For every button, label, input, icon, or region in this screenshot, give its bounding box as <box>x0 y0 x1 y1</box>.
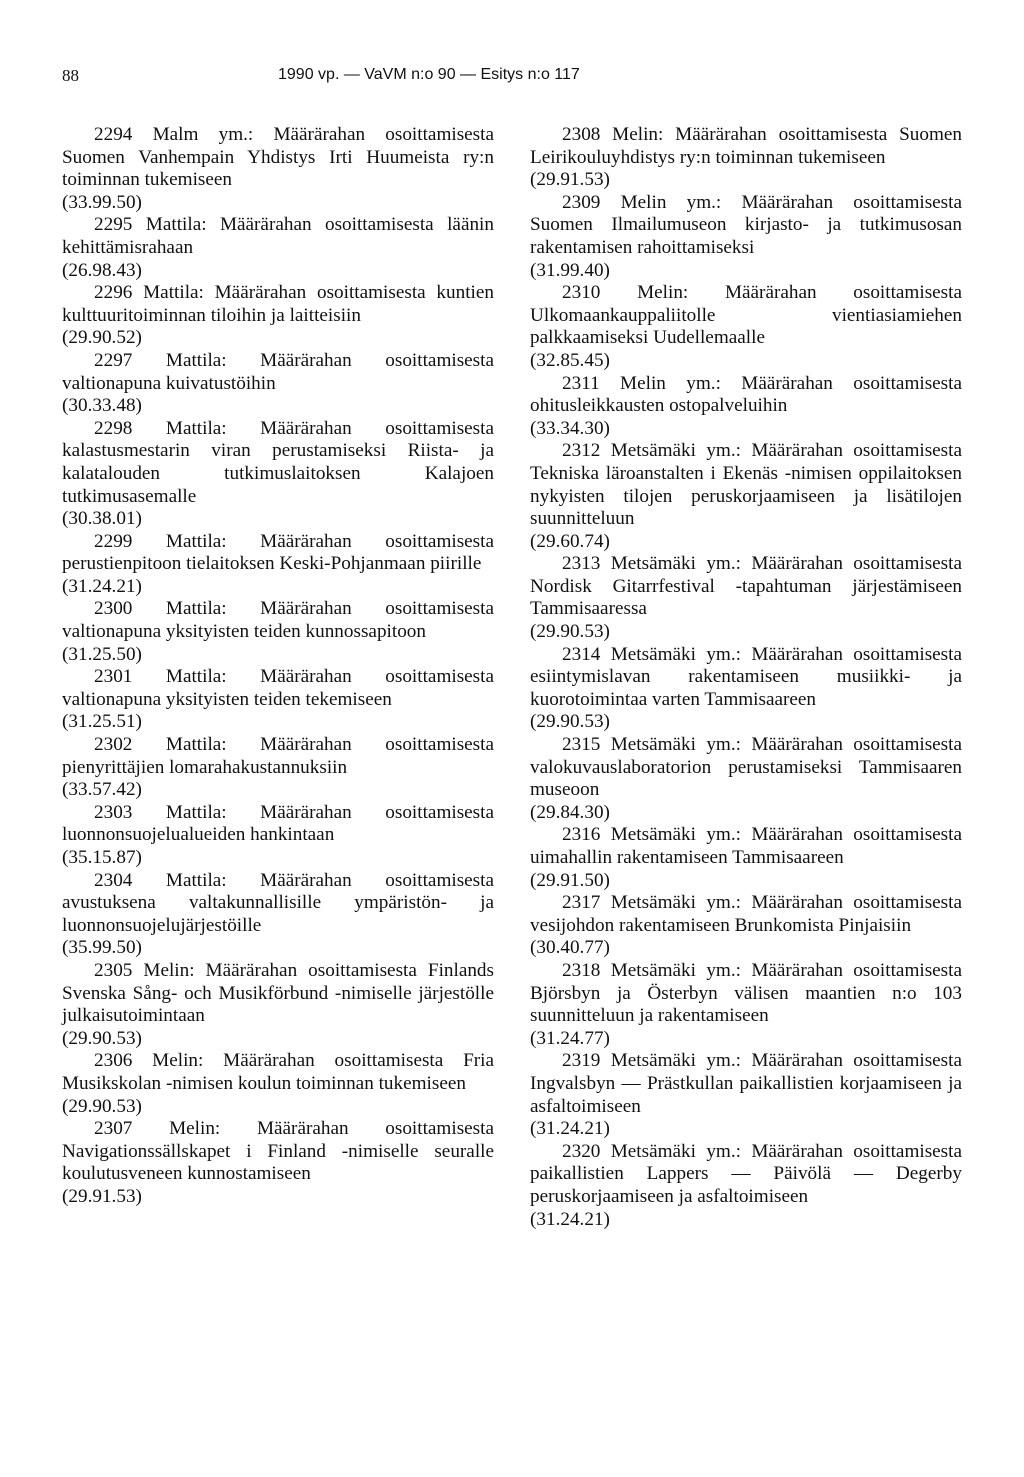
motion-entry <box>530 1141 962 1231</box>
right-column <box>530 124 962 1231</box>
left-column <box>62 124 494 1209</box>
motion-entry <box>62 531 494 599</box>
motion-text: 2312 Metsämäki ym.: Määrärahan osoittamisesta Tekniska läroanstalten i Ekenäs -nimisen oppilaitoksen nykyisten tilojen peruskorjaamiseen ja lisätilojen suunnitteluun <box>530 440 962 530</box>
motion-text: 2294 Malm ym.: Määrärahan osoittamisesta Suomen Vanhempain Yhdistys Irti Huumeista ry:n toiminnan tukemiseen <box>62 124 494 191</box>
motion-entry <box>62 1118 494 1208</box>
motion-entry <box>62 666 494 734</box>
motion-entry <box>530 282 962 372</box>
motion-entry <box>530 824 962 892</box>
motion-entry <box>62 214 494 282</box>
motion-entry <box>530 1050 962 1140</box>
motion-text: 2308 Melin: Määrärahan osoittamisesta Suomen Leirikouluyhdistys ry:n toiminnan tukemiseen <box>530 124 962 168</box>
budget-code: (29.90.52) <box>62 327 142 349</box>
budget-code: (26.98.43) <box>62 259 142 281</box>
budget-code: (33.99.50) <box>62 191 142 213</box>
page-header <box>62 66 962 90</box>
budget-code: (35.99.50) <box>62 937 142 959</box>
motion-text: 2301 Mattila: Määrärahan osoittamisesta valtionapuna yksityisten teiden tekemiseen <box>62 666 494 710</box>
motion-text: 2314 Metsämäki ym.: Määrärahan osoittamisesta esiintymislavan rakentamiseen musiikki- ja kuorotoimintaa varten Tammisaareen <box>530 643 962 710</box>
budget-code: (29.90.53) <box>530 621 610 643</box>
motion-entry <box>530 553 962 643</box>
budget-code: (31.24.21) <box>62 575 142 597</box>
budget-code: (29.90.53) <box>62 1095 142 1117</box>
motion-text: 2316 Metsämäki ym.: Määrärahan osoittamisesta uimahallin rakentamiseen Tammisaareen <box>530 824 962 868</box>
budget-code: (31.24.21) <box>530 1118 610 1140</box>
budget-code: (29.90.53) <box>530 711 610 733</box>
motion-entry <box>62 870 494 960</box>
motion-text: 2306 Melin: Määrärahan osoittamisesta Fria Musikskolan -nimisen koulun toiminnan tukemiseen <box>62 1050 494 1094</box>
budget-code: (31.24.77) <box>530 1027 610 1049</box>
motion-entry <box>62 960 494 1050</box>
motion-entry <box>62 734 494 802</box>
budget-code: (29.91.53) <box>62 1185 142 1207</box>
budget-code: (33.57.42) <box>62 779 142 801</box>
motion-text: 2305 Melin: Määrärahan osoittamisesta Finlands Svenska Sång- och Musikförbund -nimiselle järjestölle julkaisutoimintaan <box>62 959 494 1027</box>
page-number: 88 <box>62 66 79 85</box>
budget-code: (31.25.51) <box>62 711 142 733</box>
motion-text: 2315 Metsämäki ym.: Määrärahan osoittamisesta valokuvauslaboratorion perustamiseksi Tammisaaren museoon <box>530 734 962 801</box>
motion-text: 2310 Melin: Määrärahan osoittamisesta Ulkomaankauppaliitolle vientiasiamiehen palkkaamiseksi Uudellemaalle <box>530 282 962 349</box>
motion-text: 2311 Melin ym.: Määrärahan osoittamisesta ohitusleikkausten ostopalveluihin <box>530 372 962 417</box>
motion-text: 2320 Metsämäki ym.: Määrärahan osoittamisesta paikallistien Lappers — Päivölä — Degerby peruskorjaamiseen ja asfaltoimiseen <box>530 1140 962 1207</box>
budget-code: (31.99.40) <box>530 259 610 281</box>
motion-entry <box>530 734 962 824</box>
motion-text: 2304 Mattila: Määrärahan osoittamisesta avustuksena valtakunnallisille ympäristön- ja luonnonsuojelujärjestöille <box>62 869 494 936</box>
motion-text: 2319 Metsämäki ym.: Määrärahan osoittamisesta Ingvalsbyn — Prästkullan paikallistien korjaamiseen ja asfaltoimiseen <box>530 1050 962 1117</box>
motion-text: 2303 Mattila: Määrärahan osoittamisesta luonnonsuojelualueiden hankintaan <box>62 801 494 846</box>
motion-text: 2297 Mattila: Määrärahan osoittamisesta valtionapuna kuivatustöihin <box>62 349 494 394</box>
budget-code: (29.84.30) <box>530 801 610 823</box>
motion-text: 2309 Melin ym.: Määrärahan osoittamisesta Suomen Ilmailumuseon kirjasto- ja tutkimusosan rakentamisen rahoittamiseksi <box>530 191 962 258</box>
budget-code: (31.24.21) <box>530 1208 610 1230</box>
motion-text: 2296 Mattila: Määrärahan osoittamisesta kuntien kulttuuritoiminnan tiloihin ja laitteisiin <box>62 282 494 326</box>
budget-code: (30.33.48) <box>62 395 142 417</box>
motion-entry <box>62 1050 494 1118</box>
motion-text: 2295 Mattila: Määrärahan osoittamisesta läänin kehittämisrahaan <box>62 214 494 258</box>
motion-entry <box>62 598 494 666</box>
motion-text: 2307 Melin: Määrärahan osoittamisesta Navigationssällskapet i Finland -nimiselle seuralle koulutusveneen kunnostamiseen <box>62 1118 494 1185</box>
motion-entry <box>530 373 962 441</box>
budget-code: (29.91.53) <box>530 169 610 191</box>
motion-entry <box>530 440 962 553</box>
motion-entry <box>62 802 494 870</box>
motion-entry <box>62 350 494 418</box>
motion-entry <box>530 892 962 960</box>
motion-entry <box>62 418 494 531</box>
motion-entry <box>530 644 962 734</box>
budget-code: (30.40.77) <box>530 937 610 959</box>
budget-code: (29.90.53) <box>62 1027 142 1049</box>
motion-text: 2302 Mattila: Määrärahan osoittamisesta pienyrittäjien lomarahakustannuksiin <box>62 734 494 778</box>
budget-code: (29.91.50) <box>530 869 610 891</box>
budget-code: (31.25.50) <box>62 643 142 665</box>
budget-code: (33.34.30) <box>530 417 610 439</box>
motion-entry <box>62 124 494 214</box>
motion-entry <box>530 124 962 192</box>
motion-text: 2318 Metsämäki ym.: Määrärahan osoittamisesta Björsbyn ja Österbyn välisen maantien n:o 103 suunnitteluun ja rakentamiseen <box>530 959 962 1027</box>
motion-entry <box>530 960 962 1050</box>
motion-text: 2299 Mattila: Määrärahan osoittamisesta perustienpitoon tielaitoksen Keski-Pohjanmaan piirille <box>62 530 494 575</box>
budget-code: (29.60.74) <box>530 530 610 552</box>
budget-code: (30.38.01) <box>62 508 142 530</box>
motion-text: 2313 Metsämäki ym.: Määrärahan osoittamisesta Nordisk Gitarrfestival -tapahtuman järjestämiseen Tammisaaressa <box>530 553 962 620</box>
motion-text: 2300 Mattila: Määrärahan osoittamisesta valtionapuna yksityisten teiden kunnossapitoon <box>62 598 494 643</box>
budget-code: (35.15.87) <box>62 847 142 868</box>
motion-entry <box>530 192 962 282</box>
motion-text: 2298 Mattila: Määrärahan osoittamisesta kalastusmestarin viran perustamiseksi Riista- ja kalatalouden tutkimuslaitoksen Kalajoen tutkimusasemalle <box>62 417 494 507</box>
motion-entry <box>62 282 494 350</box>
budget-code: (32.85.45) <box>530 349 610 371</box>
running-title: 1990 vp. — VaVM n:o 90 — Esitys n:o 117 <box>278 66 580 83</box>
motion-text: 2317 Metsämäki ym.: Määrärahan osoittamisesta vesijohdon rakentamiseen Brunkomista Pinjaisiin <box>530 892 962 936</box>
